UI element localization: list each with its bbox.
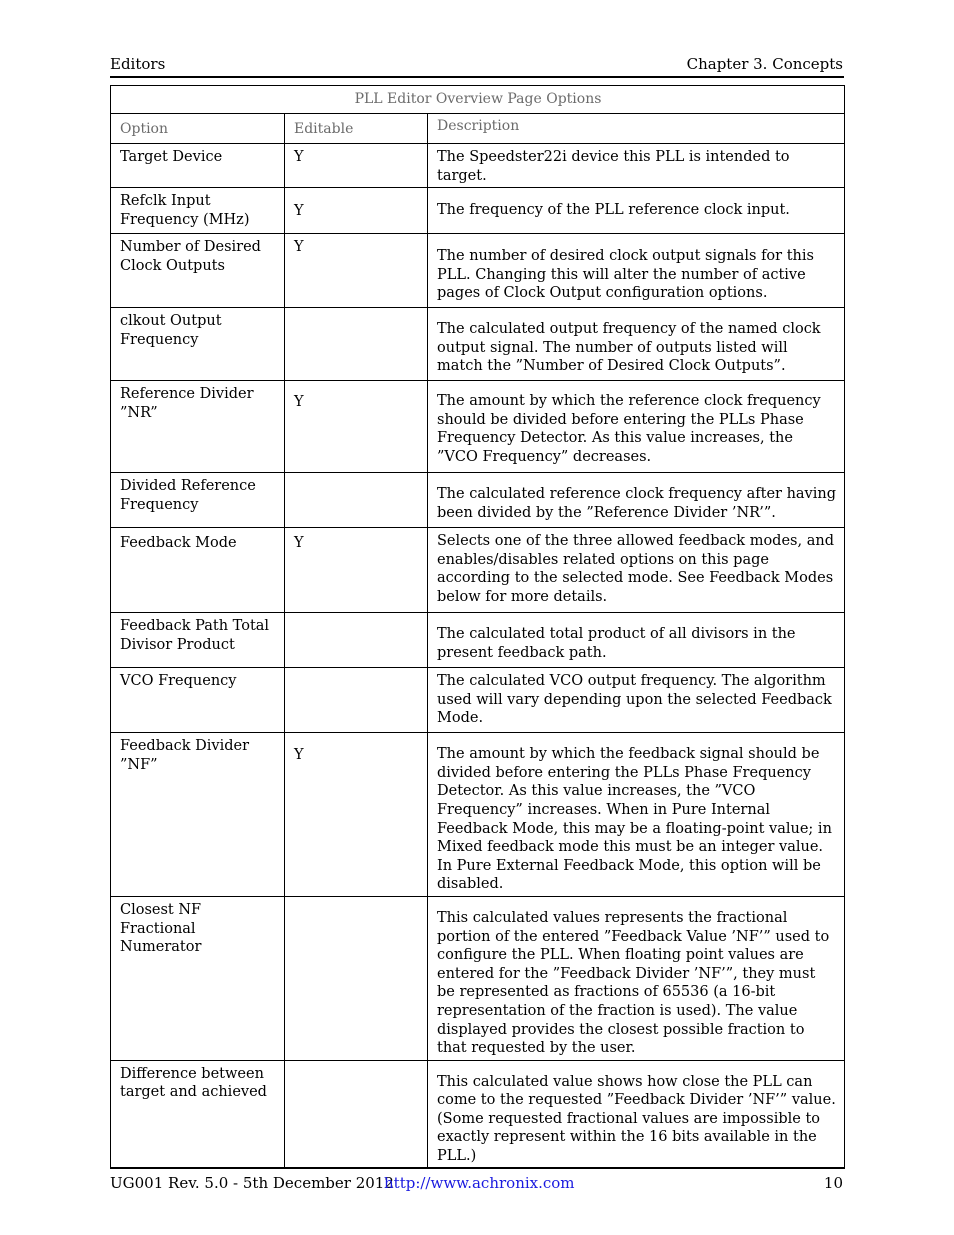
table-row bbox=[111, 381, 845, 473]
option-cell: VCO Frequency bbox=[111, 668, 285, 733]
description-cell: The number of desired clock output signals for this PLL. Changing this will alter the number of active pages of Clock Output configuration options. bbox=[428, 234, 845, 308]
document-id: UG001 Rev. 5.0 - 5th December 2012 bbox=[110, 1174, 394, 1192]
option-cell: clkout Output Frequency bbox=[111, 308, 285, 381]
website-link[interactable]: http://www.achronix.com bbox=[384, 1174, 575, 1192]
description-cell: The calculated total product of all divisors in the present feedback path. bbox=[428, 613, 845, 668]
description-cell: The calculated output frequency of the named clock output signal. The number of outputs listed will match the ”Number of Desired Clock Outputs”. bbox=[428, 308, 845, 381]
editable-cell: Y bbox=[285, 528, 428, 613]
editable-cell bbox=[285, 308, 428, 381]
table-row bbox=[111, 528, 845, 613]
option-cell: Difference between target and achieved bbox=[111, 1060, 285, 1168]
option-cell: Feedback Mode bbox=[111, 528, 285, 613]
table-row bbox=[111, 613, 845, 668]
table-header-row bbox=[111, 114, 845, 144]
table-row bbox=[111, 896, 845, 1060]
section-title: Editors bbox=[110, 55, 166, 73]
option-cell: Refclk Input Frequency (MHz) bbox=[111, 188, 285, 234]
description-cell: This calculated value shows how close the PLL can come to the requested ”Feedback Divider ’NF’” value. (Some requested fractional values are impossible to exactly represent within the 16 bits available in the PLL.) bbox=[428, 1060, 845, 1168]
footer-rule bbox=[110, 1167, 844, 1169]
editable-cell: Y bbox=[285, 144, 428, 188]
pll-options-table bbox=[110, 85, 845, 1169]
option-cell: Feedback Path Total Divisor Product bbox=[111, 613, 285, 668]
running-footer bbox=[110, 1173, 843, 1193]
option-cell: Divided Reference Frequency bbox=[111, 473, 285, 528]
table-caption: PLL Editor Overview Page Options bbox=[111, 86, 845, 114]
description-cell: The amount by which the feedback signal should be divided before entering the PLLs Phase Frequency Detector. As this value increases, the ”VCO Frequency” increases. When in Pure Internal Feedback Mode, this may be a floating-point value; in Mixed feedback mode this must be an integer value. In Pure External Feedback Mode, this option will be disabled. bbox=[428, 733, 845, 897]
column-header-editable: Editable bbox=[285, 114, 428, 144]
description-cell: The calculated reference clock frequency after having been divided by the ”Reference Divider ’NR’”. bbox=[428, 473, 845, 528]
column-header-option: Option bbox=[111, 114, 285, 144]
description-cell: The amount by which the reference clock frequency should be divided before entering the PLLs Phase Frequency Detector. As this value increases, the ”VCO Frequency” decreases. bbox=[428, 381, 845, 473]
editable-cell bbox=[285, 896, 428, 1060]
option-cell: Feedback Divider ”NF” bbox=[111, 733, 285, 897]
table-row bbox=[111, 733, 845, 897]
header-rule bbox=[110, 76, 844, 78]
table-row bbox=[111, 1060, 845, 1168]
editable-cell bbox=[285, 613, 428, 668]
page-number: 10 bbox=[823, 1174, 843, 1192]
description-cell: The calculated VCO output frequency. The algorithm used will vary depending upon the selected Feedback Mode. bbox=[428, 668, 845, 733]
option-cell: Closest NF Fractional Numerator bbox=[111, 896, 285, 1060]
chapter-title: Chapter 3. Concepts bbox=[686, 55, 843, 73]
option-cell: Target Device bbox=[111, 144, 285, 188]
table-row bbox=[111, 473, 845, 528]
table-row bbox=[111, 668, 845, 733]
option-cell: Number of Desired Clock Outputs bbox=[111, 234, 285, 308]
description-cell: The frequency of the PLL reference clock input. bbox=[428, 188, 845, 234]
editable-cell bbox=[285, 1060, 428, 1168]
editable-cell bbox=[285, 473, 428, 528]
column-header-description: Description bbox=[428, 114, 845, 144]
description-cell: This calculated values represents the fractional portion of the entered ”Feedback Value ’NF’” used to configure the PLL. When floating point values are entered for the ”Feedback Divider ’NF’”, they must be represented as fractions of 65536 (a 16-bit representation of the fraction is used). The value displayed provides the closest possible fraction to that requested by the user. bbox=[428, 896, 845, 1060]
table-row bbox=[111, 144, 845, 188]
editable-cell bbox=[285, 668, 428, 733]
editable-cell: Y bbox=[285, 381, 428, 473]
table-row bbox=[111, 188, 845, 234]
table-caption-row bbox=[111, 86, 845, 114]
option-cell: Reference Divider ”NR” bbox=[111, 381, 285, 473]
editable-cell: Y bbox=[285, 733, 428, 897]
description-cell: The Speedster22i device this PLL is intended to target. bbox=[428, 144, 845, 188]
table-row bbox=[111, 234, 845, 308]
table-row bbox=[111, 308, 845, 381]
description-cell: Selects one of the three allowed feedback modes, and enables/disables related options on this page according to the selected mode. See Feedback Modes below for more details. bbox=[428, 528, 845, 613]
running-header bbox=[110, 54, 843, 74]
editable-cell: Y bbox=[285, 234, 428, 308]
editable-cell: Y bbox=[285, 188, 428, 234]
